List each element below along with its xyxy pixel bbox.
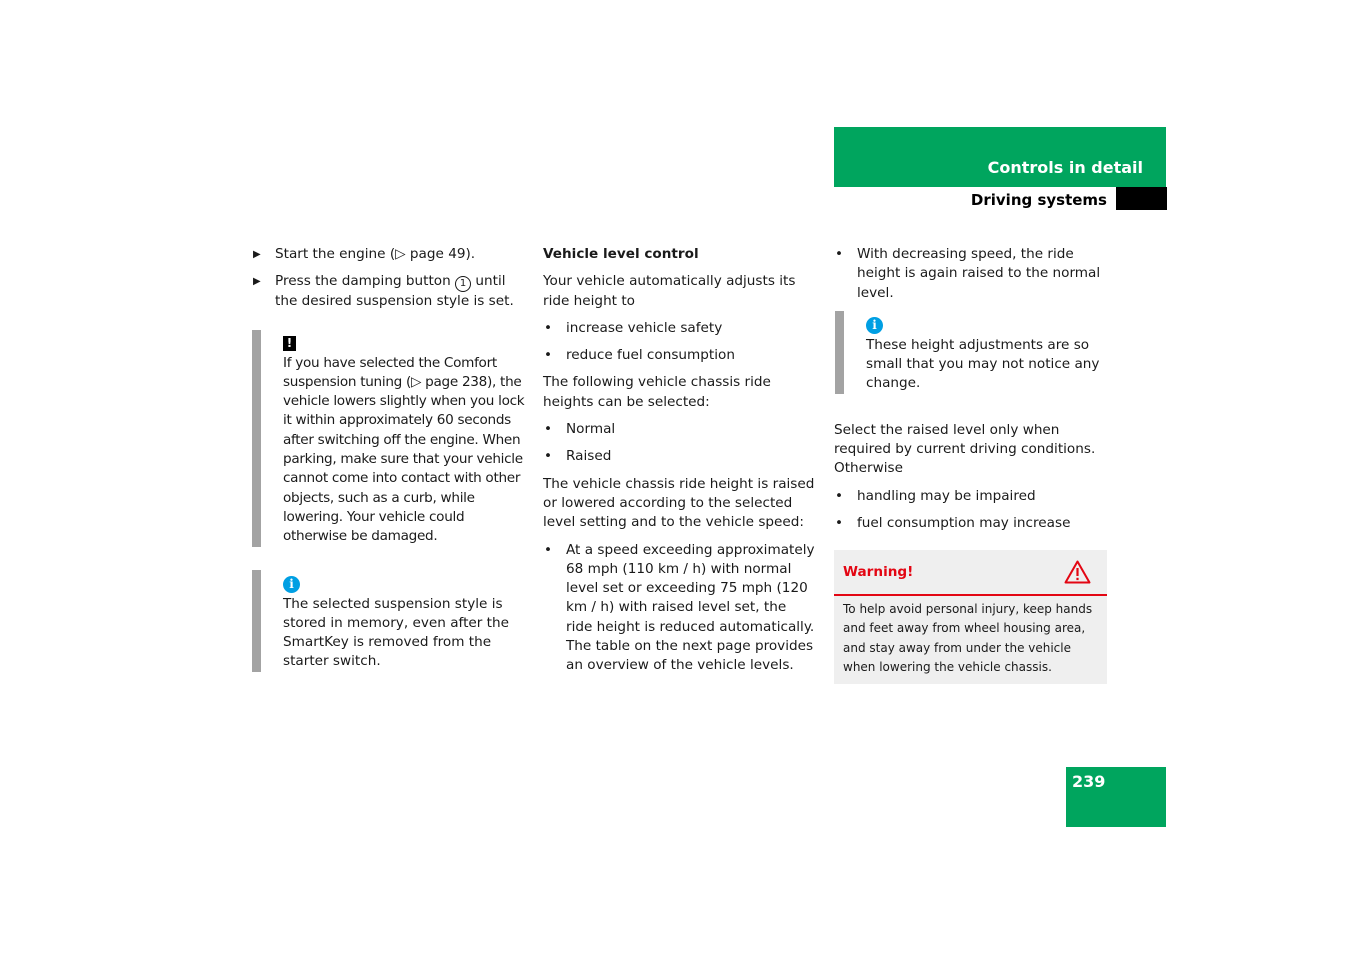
arrow-bullet-icon: ▶ [253, 276, 261, 288]
warning-box [834, 550, 1107, 684]
info-note [835, 311, 1107, 394]
info-text: These height adjustments are so small that you may not notice any change. [866, 336, 1100, 392]
step-text: Press the damping button [275, 273, 456, 290]
list-item-text: With decreasing speed, the ride height is again raised to the normal level. [857, 246, 1101, 301]
caution-note [252, 330, 526, 547]
page-number: 239 [1072, 772, 1106, 791]
warning-text: To help avoid personal injury, keep hands and feet away from wheel housing area, and stay away from under the vehicle when lowering the vehicle chassis. [843, 602, 1093, 674]
warning-triangle-icon [1064, 560, 1091, 584]
list-item-text: Normal [566, 421, 616, 438]
list-item [543, 346, 815, 365]
column-right [834, 245, 1107, 684]
bullet-dot-icon: • [544, 319, 553, 336]
info-icon: i [866, 317, 883, 334]
warning-header [834, 550, 1107, 596]
list-item [834, 487, 1107, 506]
list-item-text: increase vehicle safety [566, 319, 723, 336]
list-item [543, 541, 815, 676]
instruction-step [253, 245, 526, 264]
bullet-dot-icon: • [835, 514, 844, 531]
bullet-dot-icon: • [544, 541, 553, 558]
section-title: Controls in detail [987, 158, 1143, 177]
section-heading: Vehicle level control [543, 246, 699, 262]
step-text: Start the engine (▷ page 49). [275, 246, 476, 262]
list-item-text: fuel consumption may increase [857, 514, 1071, 531]
warning-label: Warning! [843, 564, 914, 581]
paragraph: Select the raised level only when required by current driving conditions. Otherwise [834, 421, 1096, 477]
paragraph: Your vehicle automatically adjusts its ride height to [543, 273, 796, 309]
bullet-dot-icon: • [544, 421, 553, 438]
paragraph: The vehicle chassis ride height is raised or lowered according to the selected level setting and to the vehicle speed: [543, 475, 815, 531]
list-item-text: Raised [566, 448, 612, 465]
callout-number-icon: 1 [455, 276, 471, 292]
instruction-step [253, 272, 526, 311]
chapter-tab-marker [1116, 187, 1167, 210]
header-band [834, 127, 1166, 187]
info-text: The selected suspension style is stored in memory, even after the SmartKey is removed from the starter switch. [283, 595, 509, 670]
bullet-dot-icon: • [544, 448, 553, 465]
caution-text: If you have selected the Comfort suspension tuning (▷ page 238), the vehicle lowers slightly when you lock it within approximately 60 seconds after switching off the engine. When parking, make sure that your vehicle cannot come into contact with other objects, such as a curb, while lowering. Your vehicle could otherwise be damaged. [283, 354, 525, 545]
paragraph: The following vehicle chassis ride heights can be selected: [543, 374, 771, 410]
caution-icon: ! [283, 336, 296, 351]
page-number-box [1066, 767, 1166, 827]
column-middle [543, 245, 815, 684]
list-item [834, 514, 1107, 533]
list-item [543, 447, 815, 466]
info-icon: i [283, 576, 300, 593]
subsection-title: Driving systems [970, 191, 1107, 209]
bullet-dot-icon: • [835, 487, 844, 504]
column-left [253, 245, 526, 672]
list-item [834, 245, 1107, 303]
bullet-dot-icon: • [835, 246, 844, 262]
step-text: until the desired suspension style is set. [275, 273, 514, 310]
info-note [252, 570, 526, 672]
bullet-dot-icon: • [544, 347, 553, 364]
list-item-text: handling may be impaired [857, 487, 1036, 504]
list-item-text: reduce fuel consumption [566, 347, 735, 364]
list-item [543, 420, 815, 439]
arrow-bullet-icon: ▶ [253, 249, 261, 260]
list-item-text: At a speed exceeding approximately 68 mph (110 km / h) with normal level set or exceeding 75 mph (120 km / h) with raised level set, the ride height is reduced automatically. The table on the next page provides an overview of the vehicle levels. [566, 541, 815, 674]
list-item [543, 319, 815, 338]
